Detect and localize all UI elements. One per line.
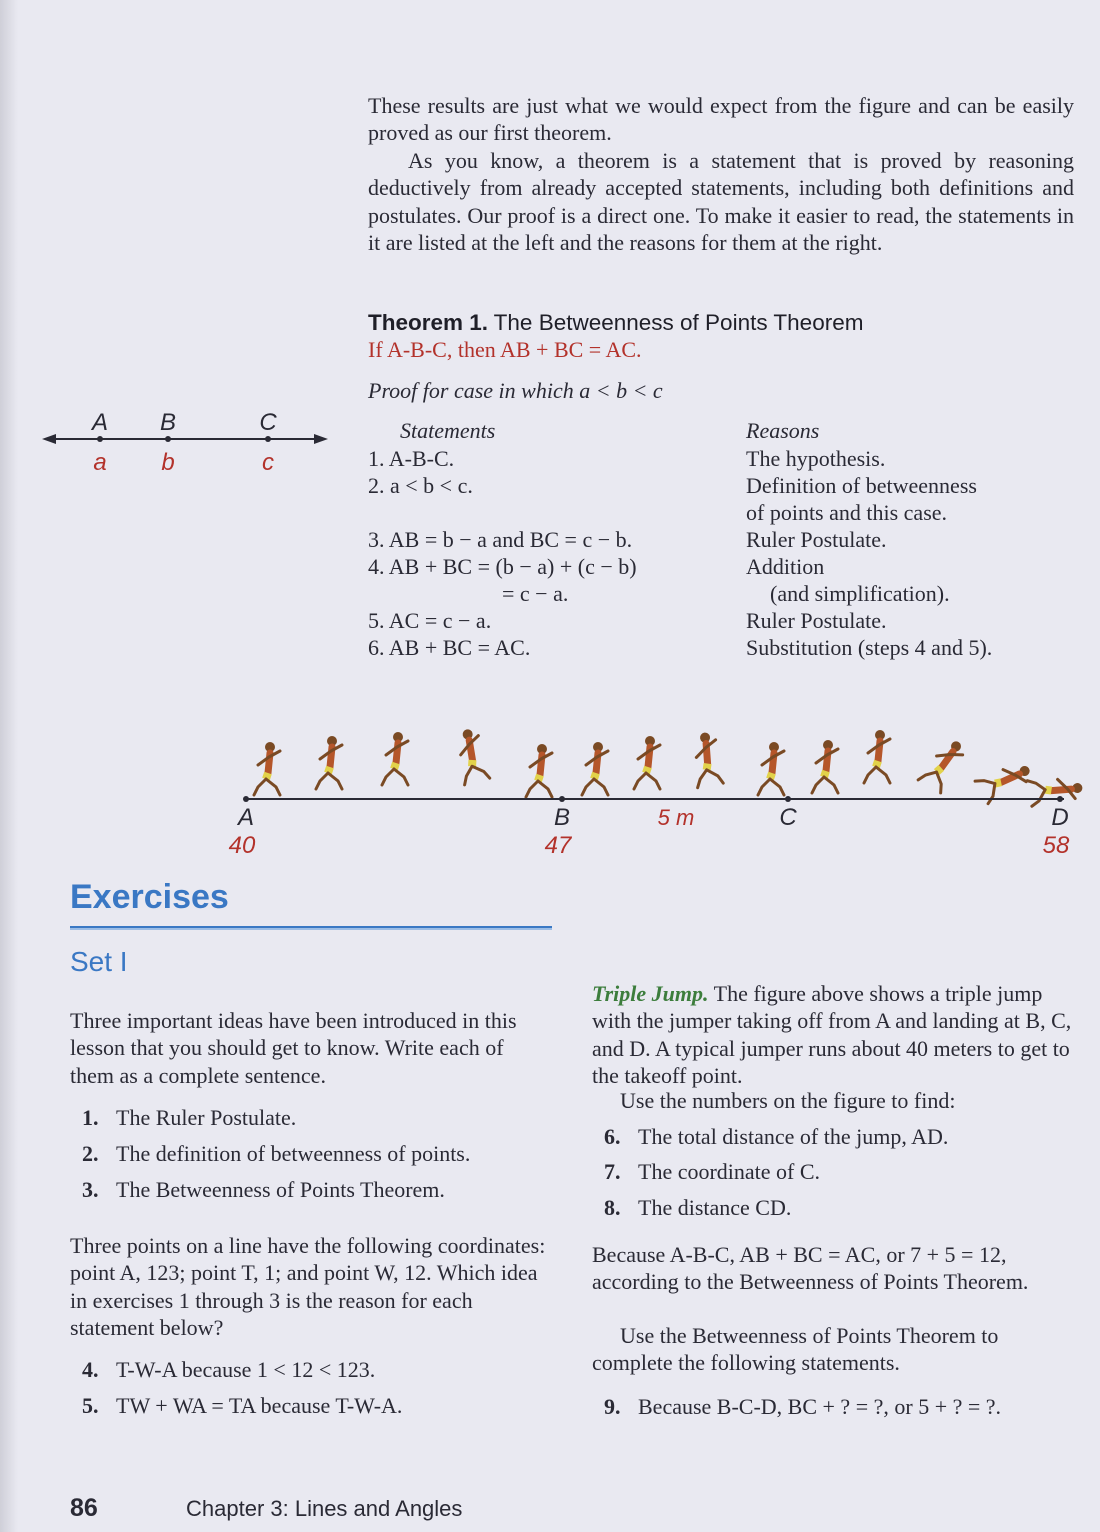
jump-point-label-c: C: [779, 804, 797, 831]
reason-4: Addition: [746, 554, 825, 579]
point-c-dot: [785, 796, 791, 802]
exercise-text: T-W-A because 1 < 12 < 123.: [116, 1357, 376, 1382]
chapter-label: Chapter 3: Lines and Angles: [186, 1496, 463, 1521]
reasons-header: Reasons: [746, 418, 820, 443]
jumper-figure-7: [634, 736, 660, 789]
point-b-dot: [165, 436, 171, 442]
exercise-number: 1.: [82, 1105, 99, 1130]
point-label-a: A: [91, 409, 109, 436]
jumper-figure-1: [254, 742, 280, 795]
statement-3: 3. AB = b − a and BC = c − b.: [368, 527, 633, 552]
jump-point-label-b: B: [553, 804, 571, 831]
jump-point-label-d: D: [1051, 804, 1069, 831]
exercise-item-3: [82, 1177, 445, 1203]
jump-coord-a: 40: [228, 832, 256, 859]
jumper-figure-10: [812, 740, 838, 793]
jumper-figure-2: [316, 736, 342, 789]
exercise-item-8: [604, 1195, 791, 1221]
exercise-text: Because B-C-D, BC + ? = ?, or 5 + ? = ?.: [638, 1394, 1002, 1419]
statement-5: 5. AC = c − a.: [368, 608, 492, 633]
triple-jump-paragraph: [592, 980, 1072, 1090]
exercise-text: TW + WA = TA because T-W-A.: [116, 1393, 403, 1418]
statement-4-continued: = c − a.: [502, 581, 569, 606]
exercise-text: The total distance of the jump, AD.: [638, 1124, 949, 1149]
exercise-number: 2.: [82, 1141, 99, 1166]
reason-2-continued: of points and this case.: [746, 500, 948, 525]
page-edge-shadow: [0, 0, 18, 1532]
exercise-item-2: [82, 1141, 470, 1167]
point-a-dot: [97, 436, 103, 442]
theorem-label: Theorem 1.: [368, 310, 489, 335]
exercise-number: 6.: [604, 1124, 621, 1149]
coordinates-paragraph: Three points on a line have the following coordinates: point A, 123; point T, 1; and point W, 12. Which idea in exercises 1 through 3 is the reason for each statement below?: [70, 1233, 546, 1341]
number-line-diagram: [40, 400, 330, 490]
intro-paragraph-1: These results are just what we would expect from the figure and can be easily proved as our first theorem.: [368, 93, 1074, 146]
jumper-figure-11: [864, 730, 890, 783]
because-paragraph: Because A-B-C, AB + BC = AC, or 7 + 5 = 12, according to the Betweenness of Points Theorem.: [592, 1242, 1029, 1295]
reason-2: Definition of betweenness: [746, 473, 977, 498]
reason-1: The hypothesis.: [746, 446, 886, 471]
point-label-b: B: [159, 409, 177, 436]
jumper-figure-8: [688, 731, 723, 788]
jumper-figure-12: [918, 734, 967, 793]
jumper-figure-4: [451, 727, 490, 785]
point-d-dot: [1057, 796, 1063, 802]
jump-coord-b: 47: [544, 832, 572, 859]
exercise-number: 7.: [604, 1159, 621, 1184]
jump-point-label-a: A: [237, 804, 255, 831]
exercise-item-4: [82, 1357, 375, 1383]
statements-header: Statements: [400, 418, 496, 443]
statement-1: 1. A-B-C.: [368, 446, 455, 471]
exercises-intro: Three important ideas have been introduced in this lesson that you should get to know. Write each of them as a complete sentence.: [70, 1008, 517, 1088]
point-c-dot: [265, 436, 271, 442]
exercise-number: 4.: [82, 1357, 99, 1382]
theorem-name: The Betweenness of Points Theorem: [493, 310, 864, 335]
statement-2: 2. a < b < c.: [368, 473, 473, 498]
jumper-figure-14: [1027, 771, 1084, 806]
statement-6: 6. AB + BC = AC.: [368, 635, 531, 660]
point-label-c: C: [259, 409, 277, 436]
jumper-figure-5: [526, 744, 552, 797]
point-a-dot: [243, 796, 249, 802]
reason-6: Substitution (steps 4 and 5).: [746, 635, 993, 660]
exercises-heading: Exercises: [70, 878, 229, 916]
exercise-item-5: [82, 1393, 402, 1419]
exercise-text: The coordinate of C.: [638, 1159, 821, 1184]
use-theorem-paragraph: Use the Betweenness of Points Theorem to complete the following statements.: [592, 1323, 999, 1376]
exercises-divider: [70, 926, 552, 930]
reason-3: Ruler Postulate.: [746, 527, 887, 552]
statement-4: 4. AB + BC = (b − a) + (c − b): [368, 554, 637, 579]
jumper-figure-3: [382, 732, 408, 785]
triple-jump-title: Triple Jump.: [592, 981, 709, 1006]
intro-text: [368, 92, 1074, 256]
distance-label-bc: 5 m: [657, 805, 695, 830]
exercise-number: 3.: [82, 1177, 99, 1202]
jumper-figure-6: [582, 742, 608, 795]
triple-jump-figure: [200, 695, 1100, 865]
intro-paragraph-2: As you know, a theorem is a statement that is proved by reasoning deductively from already accepted statements, including both definitions and postulates. Our proof is a direct one. To make it easier to read, the statements in it are listed at the left and the reasons for them at the right.: [368, 147, 1074, 256]
set-heading: Set I: [70, 946, 128, 977]
exercise-item-6: [604, 1124, 948, 1150]
exercise-number: 5.: [82, 1393, 99, 1418]
triple-jump-text: The figure above shows a triple jump with the jumper taking off from A and landing at B, C, and D. A typical jumper runs about 40 meters to get to the takeoff point.: [592, 981, 1072, 1089]
arrow-left-icon: [42, 434, 56, 444]
theorem-statement: If A-B-C, then AB + BC = AC.: [368, 337, 642, 362]
reason-5: Ruler Postulate.: [746, 608, 887, 633]
exercise-text: The definition of betweenness of points.: [116, 1141, 471, 1166]
exercise-number: 9.: [604, 1394, 621, 1419]
coord-label-c: c: [262, 449, 274, 476]
exercise-item-7: [604, 1159, 820, 1185]
exercise-number: 8.: [604, 1195, 621, 1220]
reason-4-continued: (and simplification).: [770, 581, 950, 606]
coord-label-b: b: [161, 449, 175, 476]
page-number: 86: [70, 1494, 98, 1522]
exercise-text: The Ruler Postulate.: [116, 1105, 297, 1130]
arrow-right-icon: [314, 434, 328, 444]
exercise-text: The Betweenness of Points Theorem.: [116, 1177, 445, 1202]
point-b-dot: [559, 796, 565, 802]
exercise-text: The distance CD.: [638, 1195, 792, 1220]
jumper-figure-13: [975, 755, 1034, 804]
coord-label-a: a: [93, 449, 107, 476]
jump-coord-d: 58: [1042, 832, 1070, 859]
theorem-title: [368, 310, 863, 336]
proof-caption: Proof for case in which a < b < c: [368, 378, 663, 403]
jumper-figure-9: [758, 742, 784, 795]
use-numbers-text: Use the numbers on the figure to find:: [620, 1088, 956, 1113]
exercise-item-9: [604, 1394, 1001, 1420]
exercise-item-1: [82, 1105, 296, 1131]
